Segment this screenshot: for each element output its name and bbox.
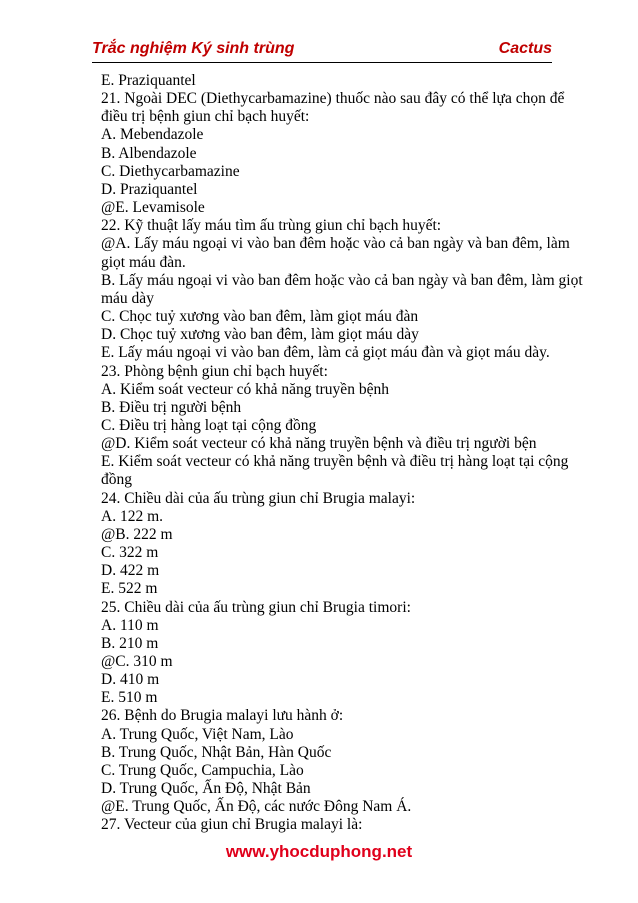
- answer-option: B. Trung Quốc, Nhật Bản, Hàn Quốc: [101, 743, 332, 761]
- text-line: đồng: [101, 471, 132, 489]
- answer-option: A. 110 m: [101, 616, 159, 634]
- correct-answer: @E. Levamisole: [101, 199, 205, 217]
- text-line: điều trị bệnh giun chỉ bạch huyết:: [101, 108, 310, 126]
- answer-option: E. 522 m: [101, 580, 158, 598]
- answer-option: A. Trung Quốc, Việt Nam, Lào: [101, 725, 294, 743]
- correct-answer: @C. 310 m: [101, 653, 173, 670]
- question-24: 24. Chiều dài của ấu trùng giun chỉ Brugia malayi:: [101, 489, 416, 507]
- document-title: Trắc nghiệm Ký sinh trùng: [92, 40, 295, 57]
- answer-option: B. 210 m: [101, 634, 159, 652]
- question-21: 21. Ngoài DEC (Diethycarbamazine) thuốc nào sau đây có thể lựa chọn để: [101, 90, 565, 108]
- brand-name: Cactus: [498, 40, 552, 57]
- answer-option: D. 422 m: [101, 562, 160, 580]
- question-22: 22. Kỹ thuật lấy máu tìm ấu trùng giun chỉ bạch huyết:: [101, 217, 442, 235]
- answer-option: C. Diethycarbamazine: [101, 162, 240, 180]
- question-27: 27. Vecteur của giun chỉ Brugia malayi là:: [101, 816, 363, 834]
- answer-option: C. Chọc tuỷ xương vào ban đêm, làm giọt máu đàn: [101, 308, 419, 326]
- page-header: [92, 38, 552, 63]
- correct-answer: @A. Lấy máu ngoại vi vào ban đêm hoặc vào cả ban ngày và ban đêm, làm: [101, 235, 570, 253]
- correct-answer: @D. Kiểm soát vecteur có khả năng truyền bệnh và điều trị người bện: [101, 435, 537, 453]
- answer-option: A. Mebendazole: [101, 126, 204, 144]
- text-line: máu dày: [101, 289, 154, 307]
- question-list: [101, 72, 583, 835]
- question-23: 23. Phòng bệnh giun chỉ bạch huyết:: [101, 362, 328, 380]
- answer-option: A. Kiểm soát vecteur có khả năng truyền bệnh: [101, 380, 389, 398]
- text-line: E. Praziquantel: [101, 72, 196, 89]
- correct-answer: @B. 222 m: [101, 525, 173, 543]
- answer-option: D. 410 m: [101, 671, 160, 689]
- answer-option: D. Chọc tuỷ xương vào ban đêm, làm giọt máu dày: [101, 326, 419, 344]
- text-line: giọt máu đàn.: [101, 253, 186, 271]
- answer-option: E. Lấy máu ngoại vi vào ban đêm, làm cả giọt máu đàn và giọt máu dày.: [101, 344, 550, 362]
- answer-option: C. Điều trị hàng loạt tại cộng đồng: [101, 416, 317, 434]
- answer-option: C. Trung Quốc, Campuchia, Lào: [101, 761, 304, 779]
- answer-option: C. 322 m: [101, 544, 159, 562]
- answer-option: E. 510 m: [101, 689, 158, 707]
- answer-option: D. Praziquantel: [101, 180, 198, 198]
- correct-answer: @E. Trung Quốc, Ấn Độ, các nước Đông Nam Á.: [101, 798, 412, 816]
- answer-option: B. Lấy máu ngoại vi vào ban đêm hoặc vào cả ban ngày và ban đêm, làm giọt: [101, 271, 583, 289]
- answer-option: B. Albendazole: [101, 144, 197, 162]
- answer-option: A. 122 m.: [101, 507, 163, 525]
- footer-website: www.yhocduphong.net: [225, 842, 413, 861]
- answer-option: B. Điều trị người bệnh: [101, 398, 242, 416]
- answer-option: E. Kiểm soát vecteur có khả năng truyền bệnh và điều trị hàng loạt tại cộng: [101, 453, 569, 471]
- question-25: 25. Chiều dài của ấu trùng giun chỉ Brugia timori:: [101, 598, 411, 616]
- answer-option: D. Trung Quốc, Ấn Độ, Nhật Bản: [101, 780, 311, 798]
- question-26: 26. Bệnh do Brugia malayi lưu hành ở:: [101, 707, 344, 725]
